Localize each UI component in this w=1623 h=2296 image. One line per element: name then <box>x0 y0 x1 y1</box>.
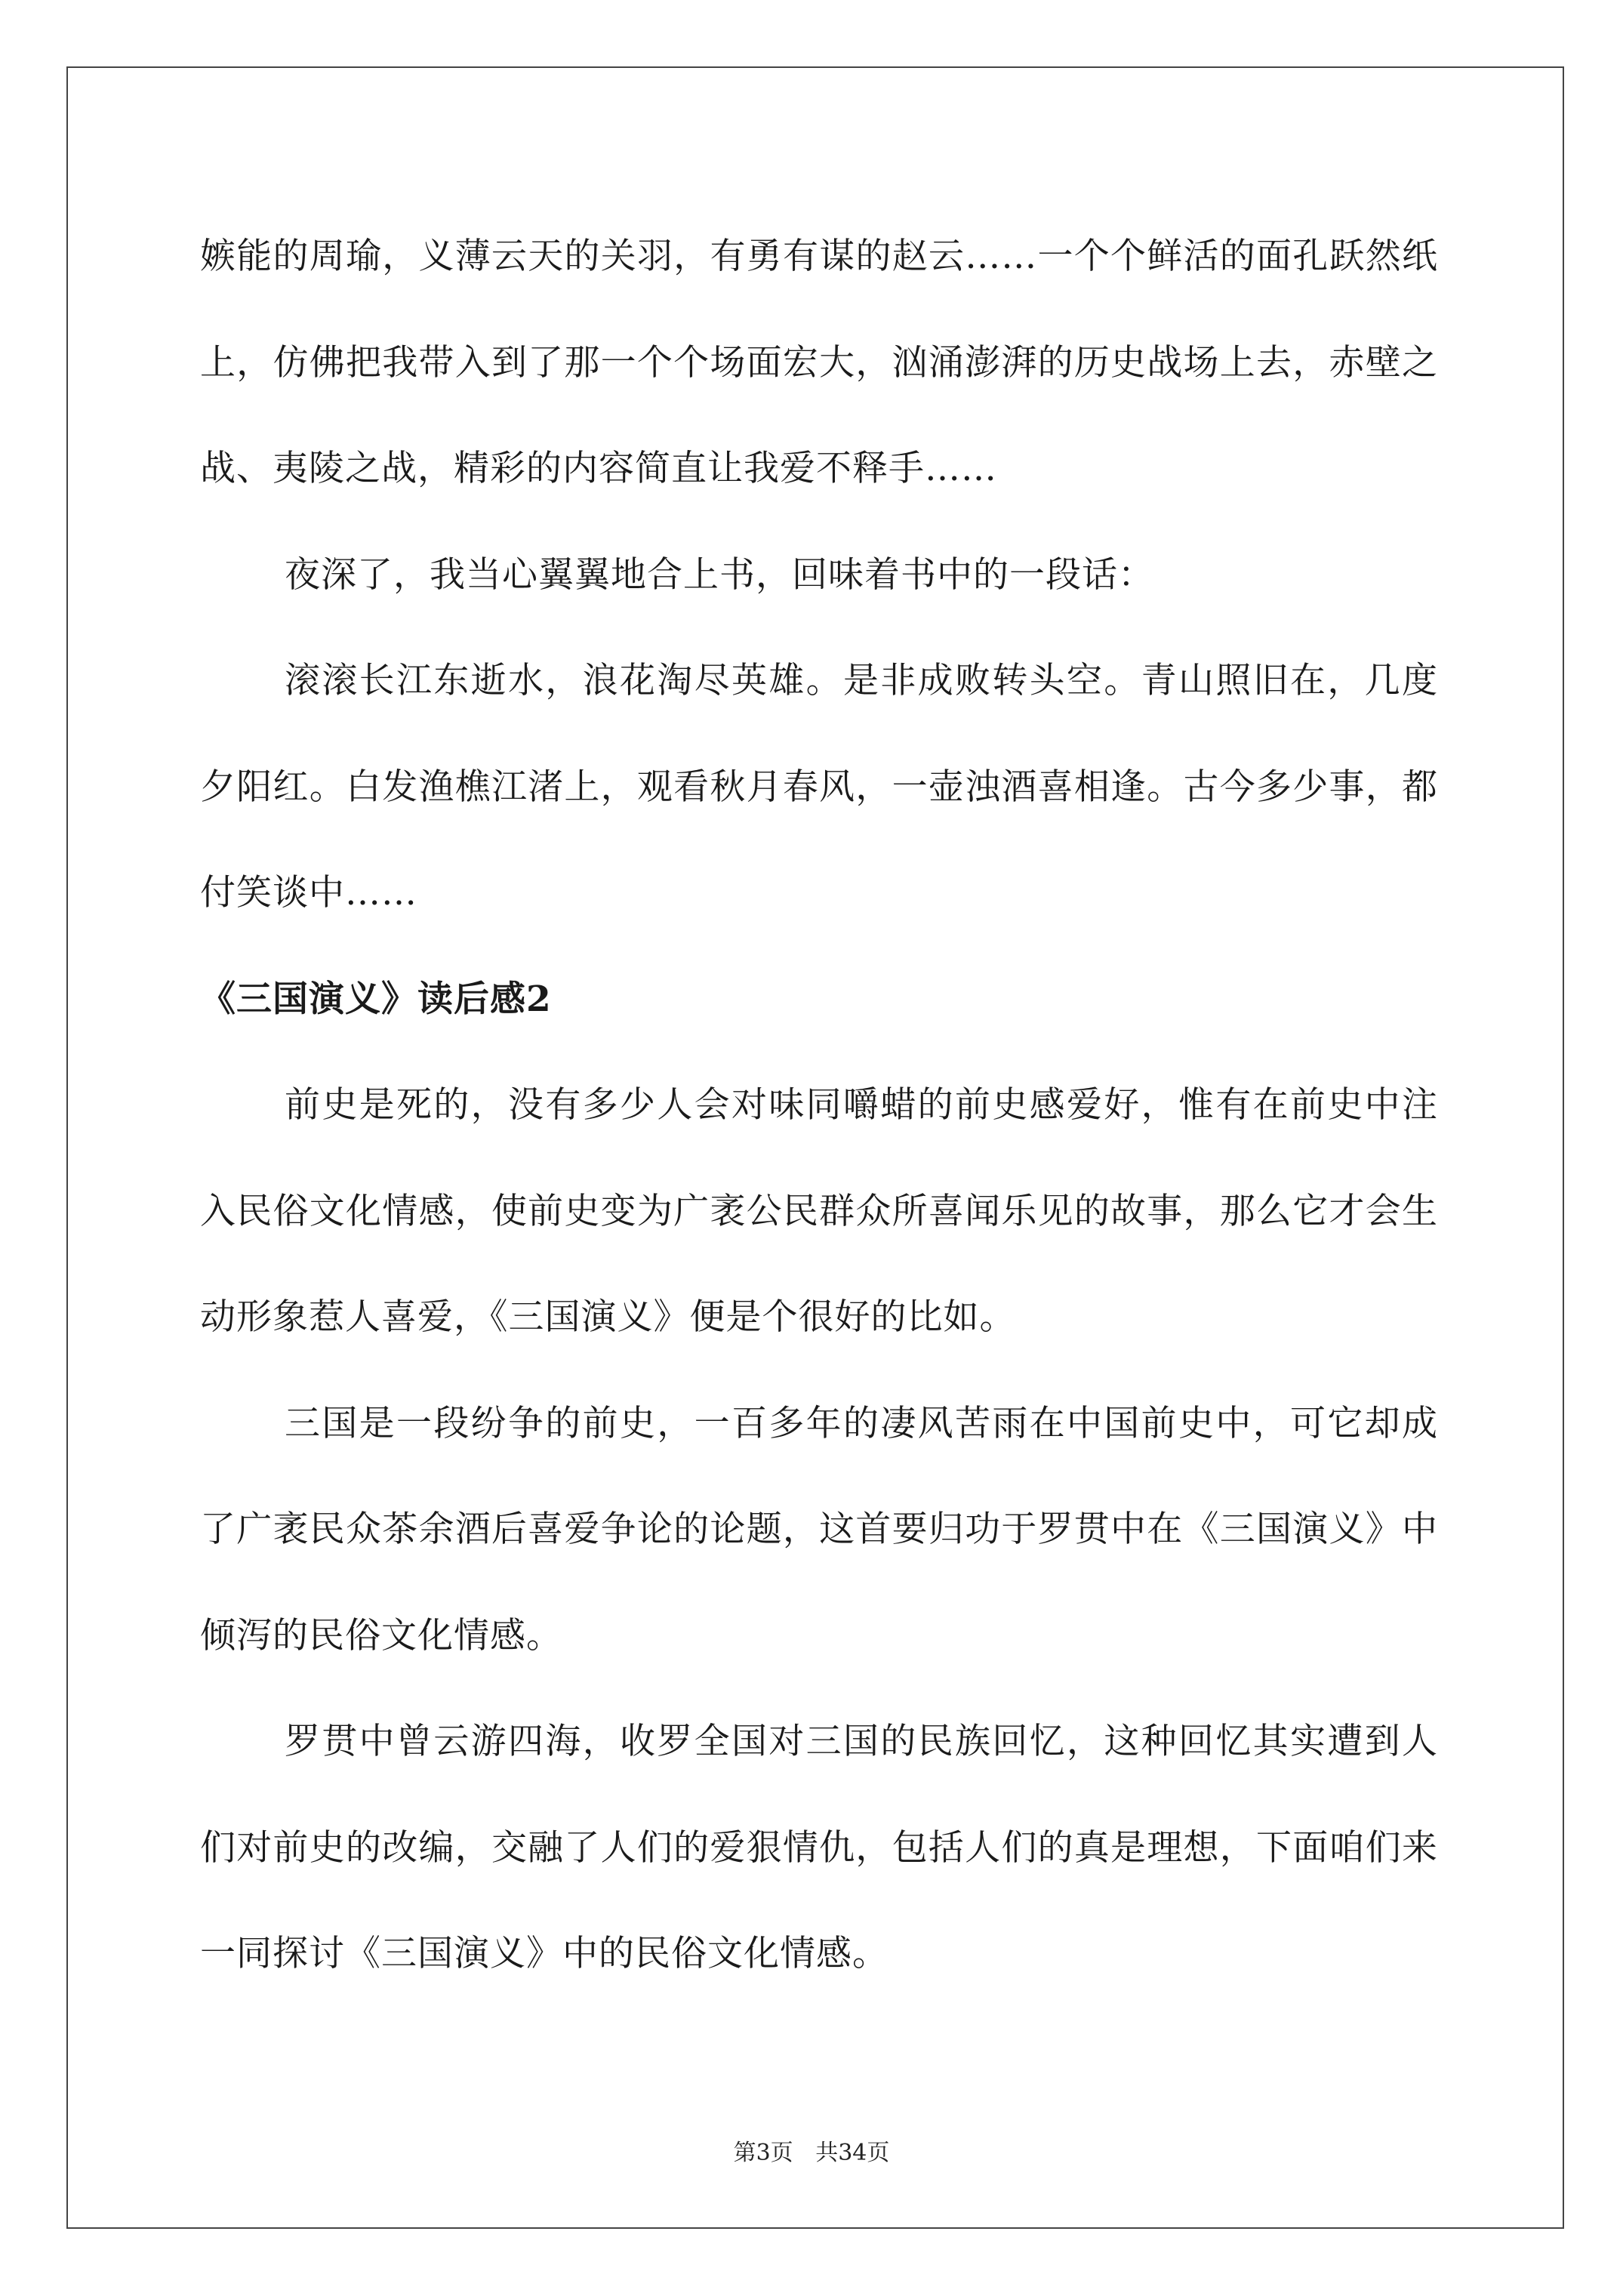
paragraph: 三国是一段纷争的前史，一百多年的凄风苦雨在中国前史中，可它却成了广袤民众茶余酒后喜爱争论的论题，这首要归功于罗贯中在《三国演义》中倾泻的民俗文化情感。 <box>200 1402 1438 1657</box>
paragraph: 滚滚长江东逝水，浪花淘尽英雄。是非成败转头空。青山照旧在，几度夕阳红。白发渔樵江渚上，观看秋月春风，一壶浊酒喜相逢。古今多少事，都付笑谈中…… <box>200 660 1438 914</box>
page-total: 共34页 <box>815 2140 890 2166</box>
paragraph: 夜深了，我当心翼翼地合上书，回味着书中的一段话： <box>285 553 1154 596</box>
paragraph: 嫉能的周瑜，义薄云天的关羽，有勇有谋的赵云……一个个鲜活的面孔跃然纸上，仿佛把我带入到了那一个个场面宏大，汹涌澎湃的历史战场上去，赤壁之战、夷陵之战，精彩的内容简直让我爱不释手…… <box>200 236 1438 489</box>
document-body <box>200 204 1438 2008</box>
page-number: 第3页 <box>733 2140 793 2166</box>
paragraph: 前史是死的，没有多少人会对味同嚼蜡的前史感爱好，惟有在前史中注入民俗文化情感，使前史变为广袤公民群众所喜闻乐见的故事，那么它才会生动形象惹人喜爱，《三国演义》便是个很好的比如。 <box>200 1084 1438 1338</box>
section-title: 《三国演义》读后感2 <box>200 978 552 1020</box>
page-footer <box>0 2138 1623 2168</box>
paragraph: 罗贯中曾云游四海，收罗全国对三国的民族回忆，这种回忆其实遭到人们对前史的改编，交融了人们的爱狠情仇，包括人们的真是理想，下面咱们来一同探讨《三国演义》中的民俗文化情感。 <box>200 1721 1438 1974</box>
